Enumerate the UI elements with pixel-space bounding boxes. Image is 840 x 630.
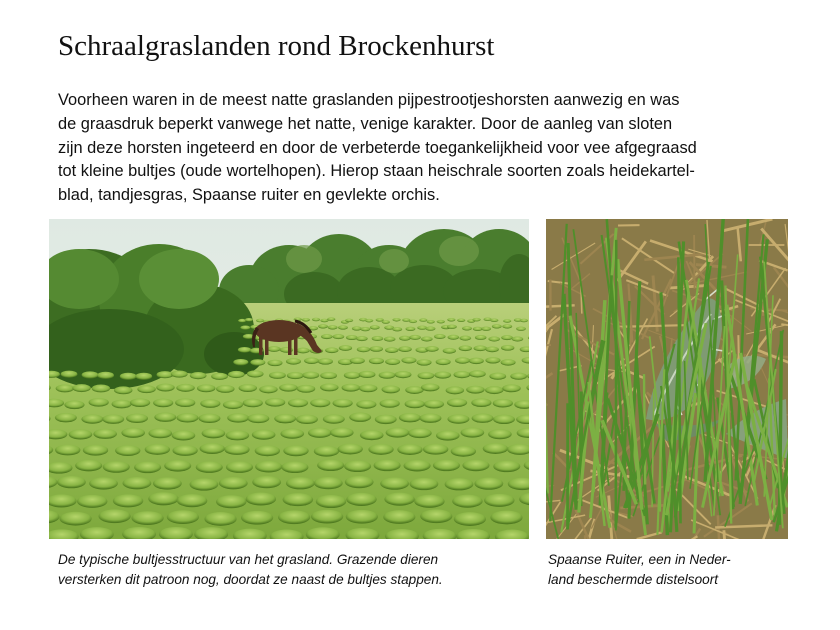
intro-line: Voorheen waren in de meest natte graslanden pijpestrootjeshorsten aanwezig en was [58,91,680,109]
thistle-photo [546,219,788,539]
grassland-photo-image [49,219,529,539]
grassland-caption [58,550,443,589]
intro-line: zijn deze horsten ingeteerd en door de verbeterde toegankelijkheid voor vee afgegraasd [58,138,697,157]
intro-line: de graasdruk beperkt vanwege het natte, venige karakter. Door de aanleg van sloten [58,114,673,133]
thistle-photo-image [546,219,788,539]
thistle-caption [548,550,731,589]
caption-line: versterken dit patroon nog, doordat ze naast de bultjes stappen. [58,571,443,587]
intro-paragraph [58,89,803,208]
intro-line: tot kleine bultjes (oude wortelhopen). Hierop staan heischrale soorten zoals heidekartel- [58,162,695,181]
grassland-photo [49,219,529,539]
page-title: Schraalgraslanden rond Brockenhurst [58,30,495,62]
caption-line: Spaanse Ruiter, een in Neder- [548,552,731,567]
caption-line: De typische bultjesstructuur van het grasland. Grazende dieren [58,552,439,567]
intro-line: blad, tandjesgras, Spaanse ruiter en gevlekte orchis. [58,186,440,205]
caption-line: land beschermde distelsoort [548,571,719,587]
